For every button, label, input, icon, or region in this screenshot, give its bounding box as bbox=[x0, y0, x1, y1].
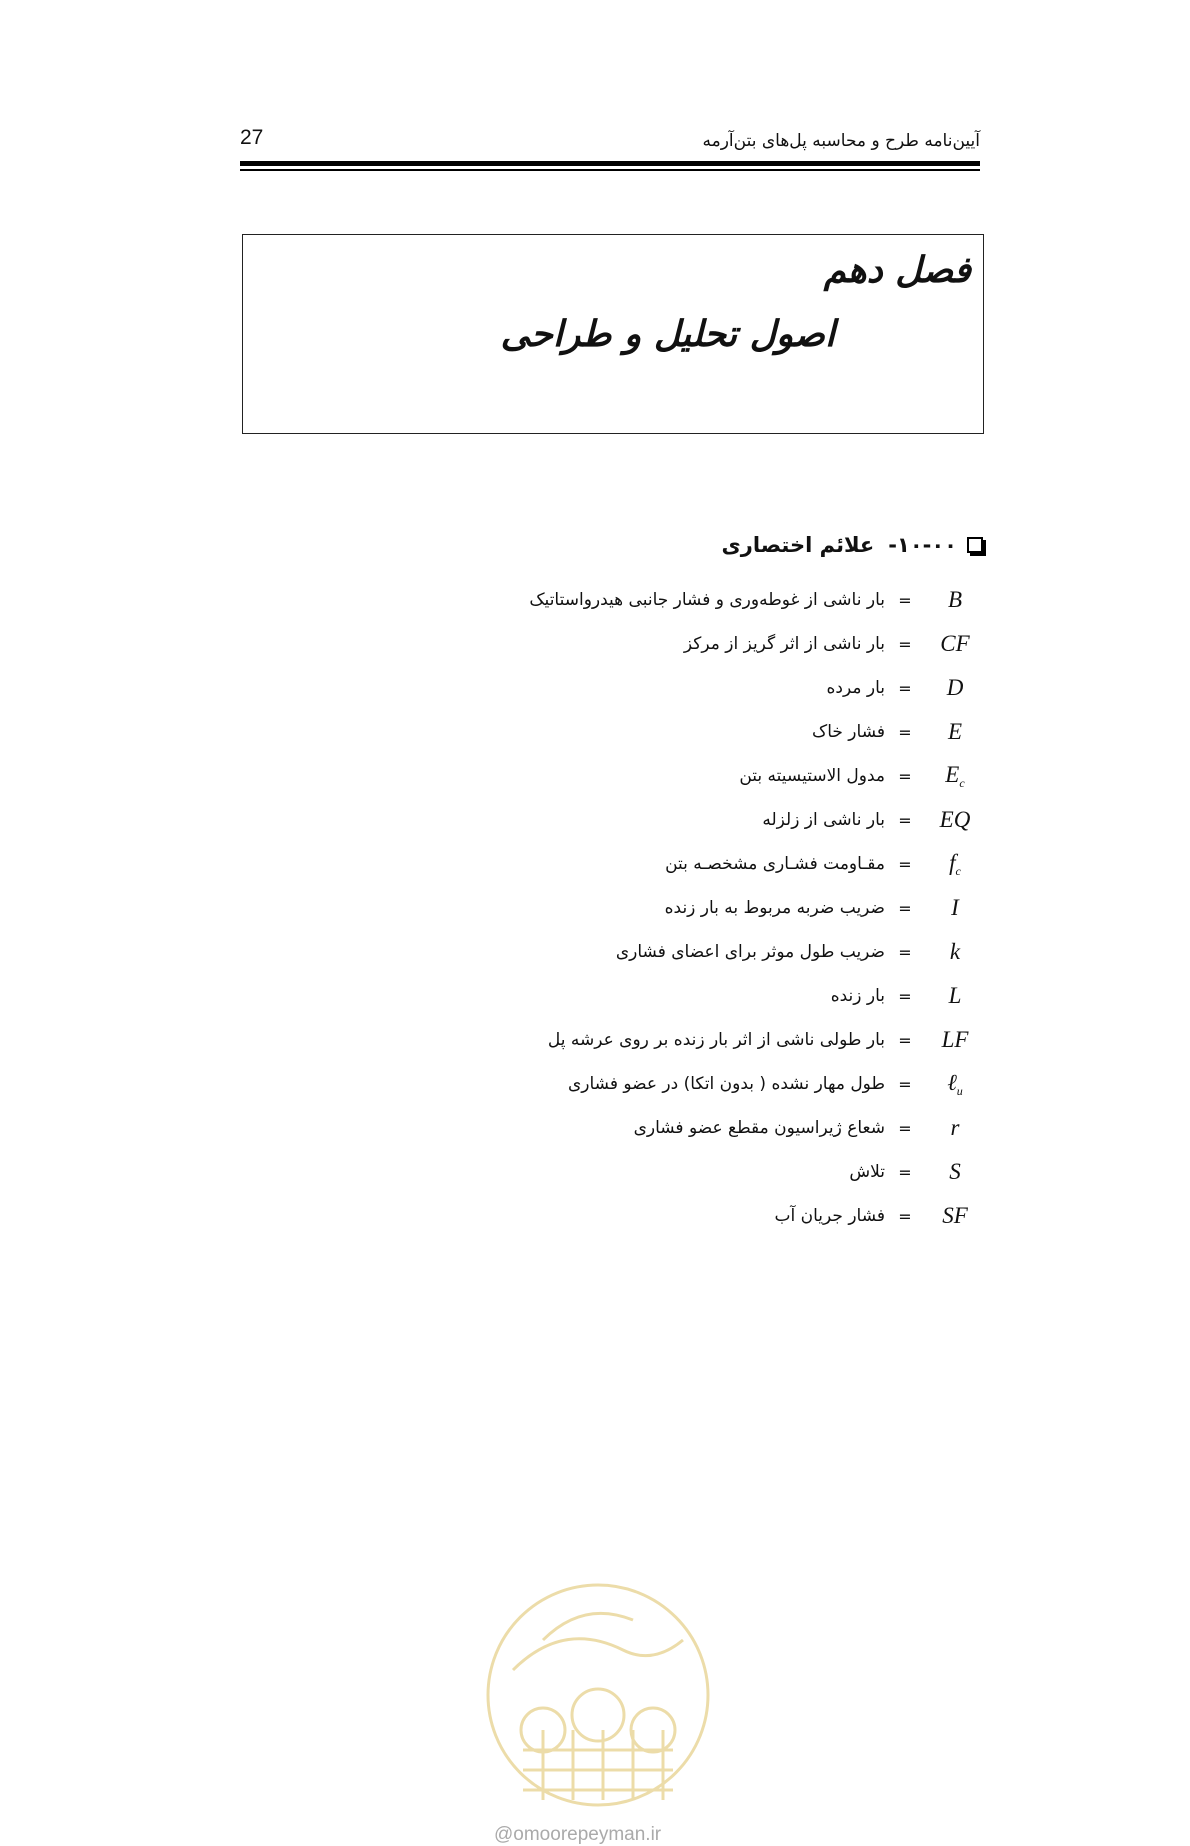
symbol-description: بار ناشی از غوطه‌وری و فشار جانبی هیدرواستاتیک bbox=[529, 590, 885, 610]
symbol-row bbox=[665, 888, 985, 928]
symbol-row bbox=[775, 1196, 986, 1236]
symbol-description: تلاش bbox=[849, 1162, 885, 1182]
equals-sign: = bbox=[898, 678, 912, 698]
symbol-description: بار طولی ناشی از اثر بار زنده بر روی عرشه پل bbox=[547, 1030, 885, 1050]
symbol-description: بار مرده bbox=[826, 678, 885, 698]
symbol-letter: L bbox=[948, 983, 962, 1008]
equals-sign: = bbox=[898, 722, 912, 742]
section-title: علائم اختصاری bbox=[721, 533, 875, 557]
watermark-text: @omoorepeyman.ir bbox=[494, 1824, 662, 1845]
symbol-description: فشار جریان آب bbox=[774, 1206, 885, 1226]
symbol-letter: E bbox=[947, 719, 963, 744]
section-heading bbox=[722, 533, 984, 557]
equals-sign: = bbox=[898, 1206, 912, 1226]
section-number: ۱۰-۰۰- bbox=[888, 533, 957, 557]
symbol bbox=[925, 939, 985, 965]
equals-sign: = bbox=[898, 986, 912, 1006]
symbol-letter: r bbox=[950, 1115, 960, 1140]
equals-sign: = bbox=[898, 854, 912, 874]
equals-sign: = bbox=[898, 1162, 912, 1182]
symbol-subscript: c bbox=[955, 863, 961, 878]
symbol-row bbox=[739, 756, 985, 796]
symbol-letter: CF bbox=[940, 631, 970, 656]
symbol bbox=[925, 719, 985, 745]
symbol-letter: LF bbox=[941, 1027, 969, 1052]
symbol-row bbox=[849, 1152, 985, 1192]
equals-sign: = bbox=[898, 810, 912, 830]
chapter-title-box bbox=[242, 234, 984, 434]
symbol bbox=[925, 675, 985, 701]
symbol-letter: EQ bbox=[939, 807, 971, 832]
symbol-subscript: c bbox=[959, 775, 965, 790]
symbol-description: ضریب طول موثر برای اعضای فشاری bbox=[615, 942, 885, 962]
symbol-description: بار ناشی از زلزله bbox=[762, 810, 885, 830]
symbol bbox=[925, 1027, 985, 1053]
symbol-row bbox=[812, 712, 985, 752]
symbol bbox=[925, 850, 985, 879]
symbol-letter: k bbox=[949, 939, 961, 964]
symbol-description: ضریب ضربه مربوط به بار زنده bbox=[664, 898, 885, 918]
symbol-description: بار زنده bbox=[830, 986, 885, 1006]
symbol-description: فشار خاک bbox=[812, 722, 885, 742]
symbol-description: شعاع ژیراسیون مقطع عضو فشاری bbox=[633, 1118, 885, 1138]
symbol-row bbox=[548, 1020, 985, 1060]
equals-sign: = bbox=[898, 898, 912, 918]
symbol-row bbox=[568, 1064, 985, 1104]
running-title: آیین‌نامه طرح و محاسبه پل‌های بتن‌آرمه bbox=[702, 131, 980, 151]
symbol-letter: SF bbox=[942, 1203, 968, 1228]
symbol-row bbox=[616, 932, 985, 972]
symbol-row bbox=[529, 580, 985, 620]
page-number: 27 bbox=[240, 126, 264, 149]
header-rule-thick bbox=[240, 161, 980, 166]
symbol-row bbox=[665, 844, 985, 884]
checkbox-icon bbox=[967, 537, 983, 553]
symbol bbox=[925, 983, 985, 1009]
symbol bbox=[925, 807, 985, 833]
equals-sign: = bbox=[898, 590, 912, 610]
symbol-letter: D bbox=[946, 675, 964, 700]
equals-sign: = bbox=[898, 942, 912, 962]
symbol-description: طول مهار نشده ( بدون اتکا) در عضو فشاری bbox=[567, 1074, 885, 1094]
symbol bbox=[925, 631, 985, 657]
header-rule-thin bbox=[240, 169, 980, 171]
equals-sign: = bbox=[898, 1118, 912, 1138]
symbol bbox=[925, 1115, 985, 1141]
symbol-subscript: u bbox=[956, 1083, 963, 1098]
symbol-row bbox=[827, 668, 986, 708]
symbol-letter: B bbox=[947, 587, 963, 612]
symbol-description: بار ناشی از اثر گریز از مرکز bbox=[683, 634, 885, 654]
equals-sign: = bbox=[898, 634, 912, 654]
symbol-letter: I bbox=[951, 895, 959, 920]
symbol bbox=[925, 1159, 985, 1185]
symbol-description: مقـاومت فشـاری مشخصـه بتن bbox=[665, 854, 885, 874]
symbol bbox=[925, 1203, 985, 1229]
symbol-description: مدول الاستیسیته بتن bbox=[739, 766, 885, 786]
equals-sign: = bbox=[898, 1074, 912, 1094]
symbol-letter: E bbox=[945, 761, 960, 787]
symbol-row bbox=[634, 1108, 985, 1148]
symbol-letter: ℓ bbox=[947, 1069, 957, 1095]
chapter-number: فصل دهم bbox=[823, 249, 971, 291]
watermark-logo bbox=[483, 1580, 713, 1810]
symbol bbox=[925, 762, 985, 791]
symbol bbox=[925, 587, 985, 613]
equals-sign: = bbox=[898, 766, 912, 786]
chapter-title: اصول تحلیل و طراحی bbox=[500, 313, 835, 355]
equals-sign: = bbox=[898, 1030, 912, 1050]
symbol-row bbox=[684, 624, 985, 664]
symbol-letter: S bbox=[949, 1159, 961, 1184]
symbol bbox=[925, 895, 985, 921]
symbol-row bbox=[762, 800, 985, 840]
symbol-row bbox=[831, 976, 985, 1016]
symbol-letter: f bbox=[949, 849, 956, 875]
symbol bbox=[925, 1070, 985, 1099]
